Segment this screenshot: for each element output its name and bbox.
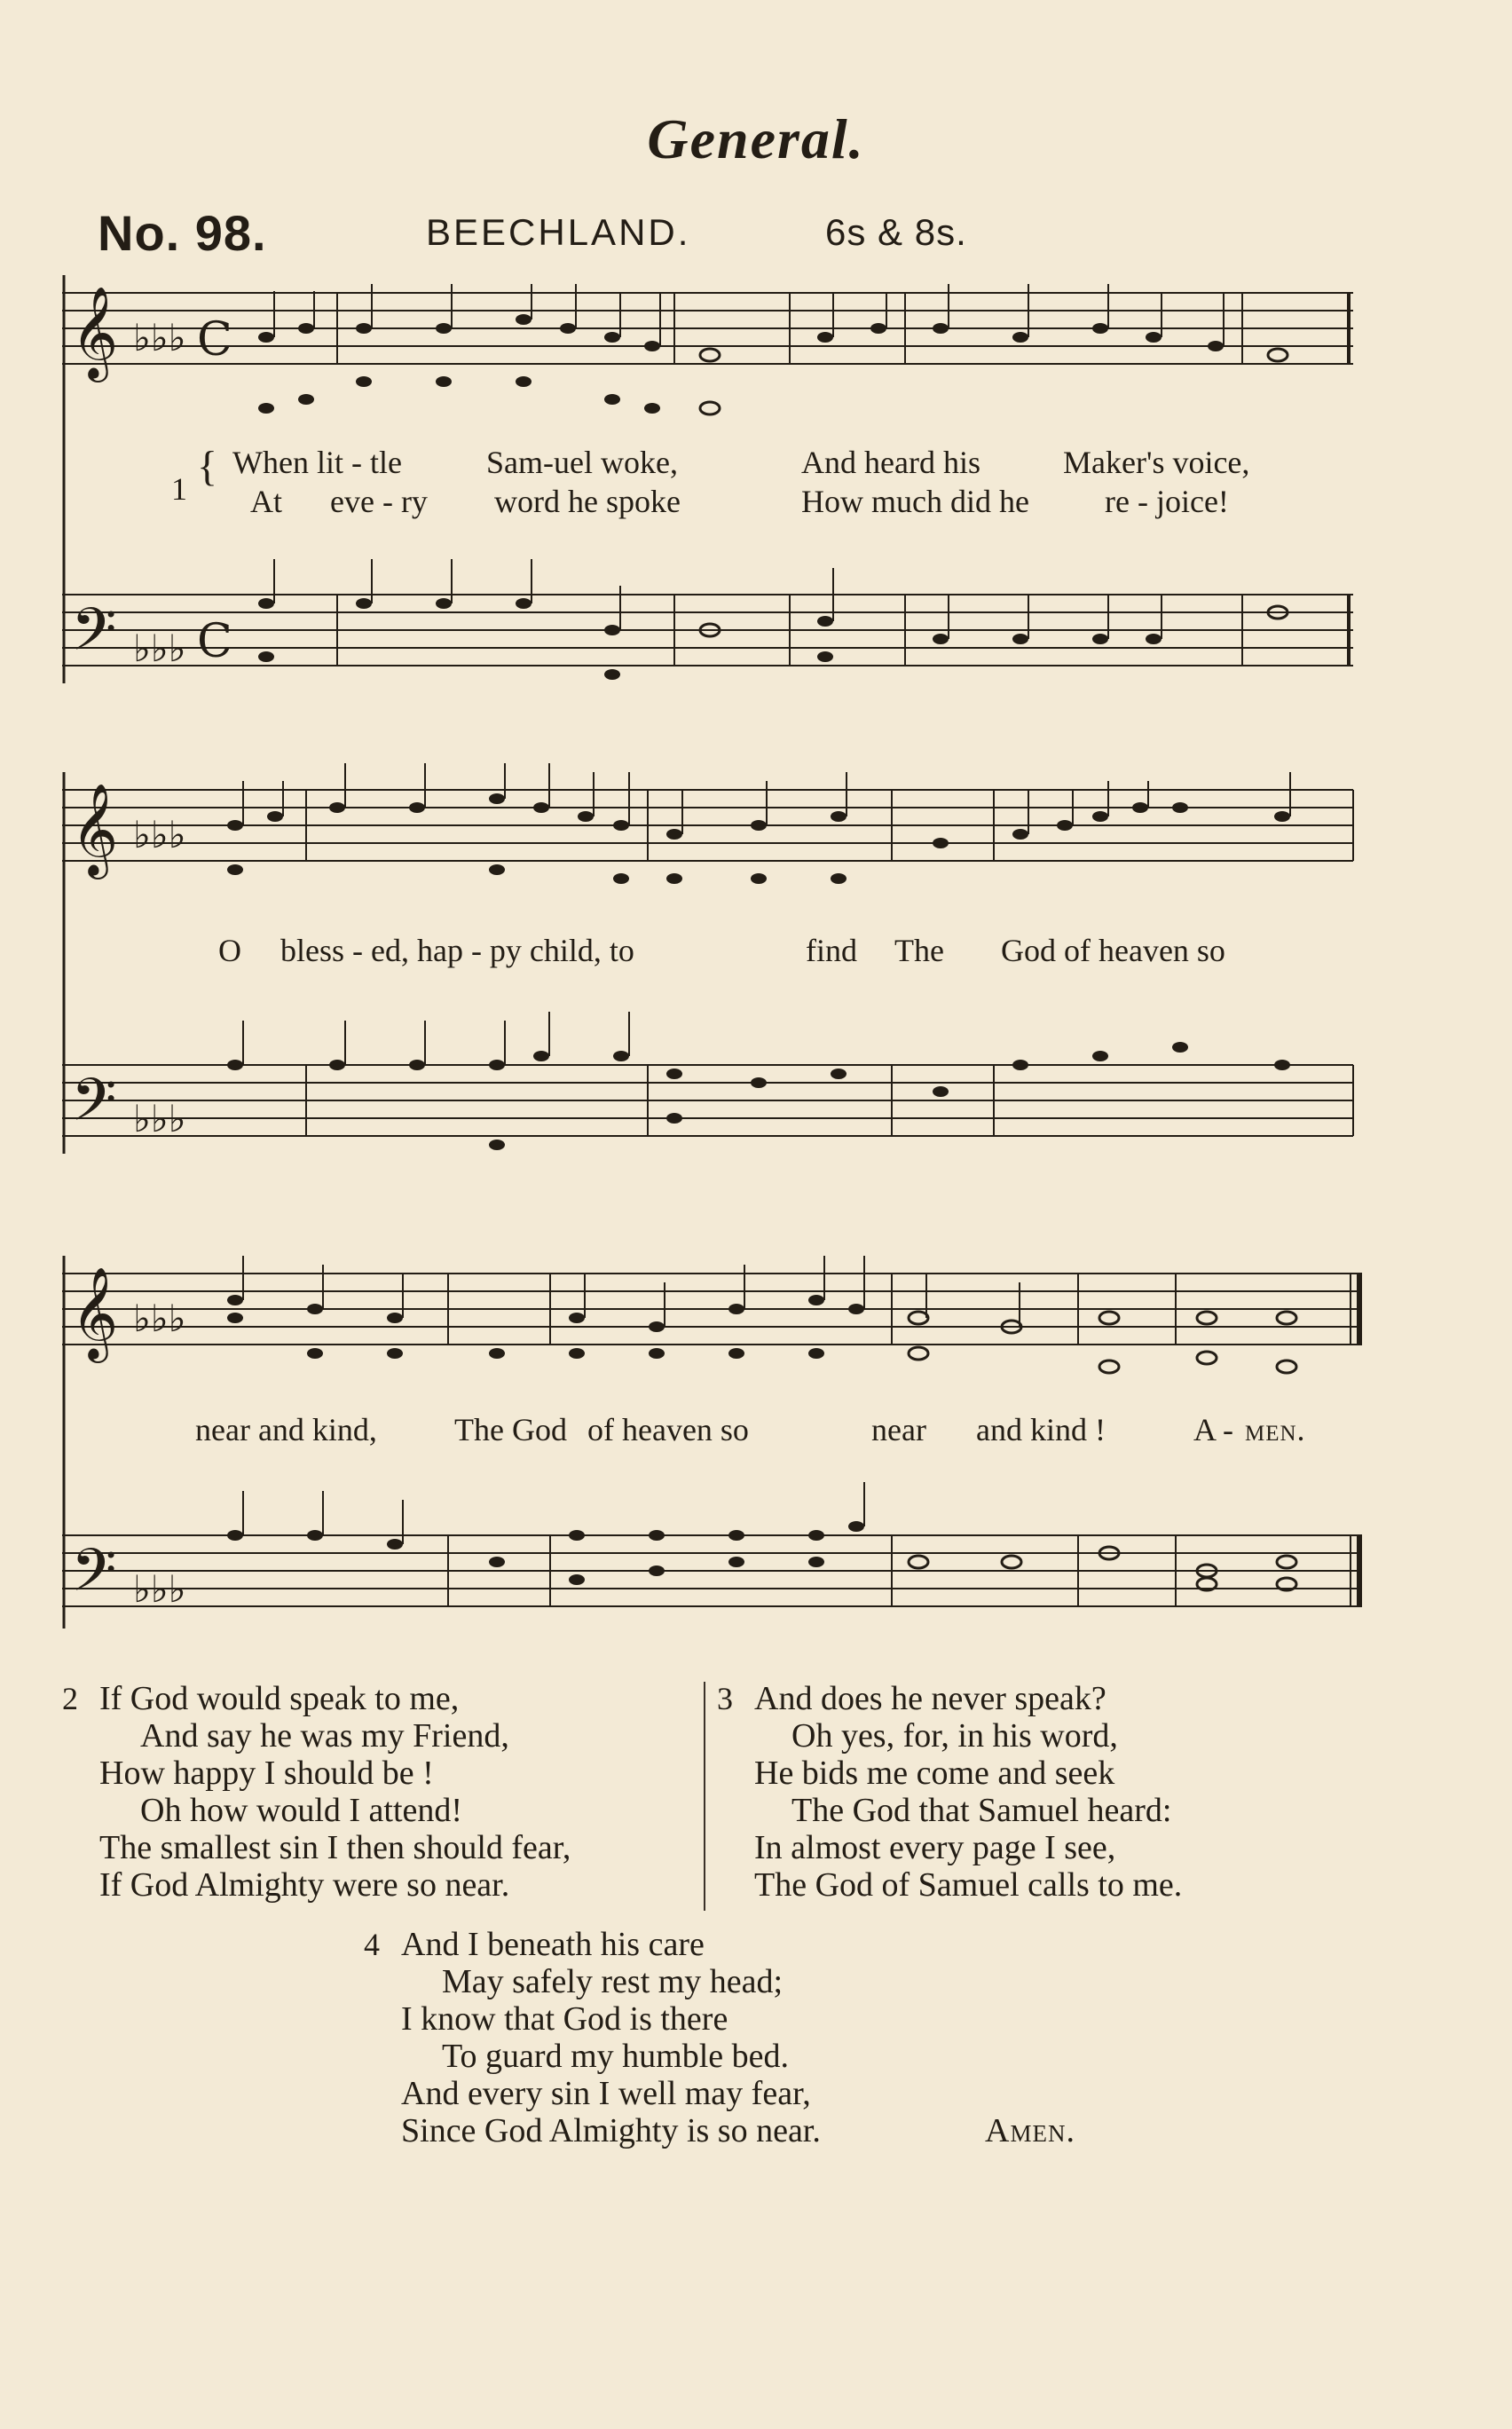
lyric-4-2: The God (454, 1412, 567, 1447)
treble-staff-3 (62, 1274, 1362, 1345)
stanza-3-line-4: The God that Samuel heard: (791, 1792, 1172, 1829)
svg-text:𝄞: 𝄞 (71, 286, 119, 379)
svg-text:♭♭♭: ♭♭♭ (133, 813, 186, 856)
stanza-3-line-6: The God of Samuel calls to me. (754, 1866, 1183, 1904)
lyric-3-5: God of heaven so (1001, 933, 1225, 968)
bass-staff-1 (62, 595, 1353, 666)
svg-text:𝄢: 𝄢 (71, 1066, 117, 1148)
lyric-2-2: eve - ry (330, 484, 428, 519)
bass-notes-1 (258, 598, 1288, 680)
stanza-4-line-5: And every sin I well may fear, (401, 2075, 811, 2112)
stanza-2-line-3: How happy I should be ! (99, 1755, 434, 1792)
lyric-4-6: A - (1193, 1412, 1233, 1447)
lyric-1-4: Maker's voice, (1063, 445, 1250, 480)
stanza-4-line-4: To guard my humble bed. (442, 2038, 789, 2075)
stanza-4-line-3: I know that God is there (401, 2000, 728, 2038)
lyric-2-5: re - joice! (1105, 484, 1229, 519)
svg-text:♭♭♭: ♭♭♭ (133, 1097, 186, 1140)
stanza-3-line-3: He bids me come and seek (754, 1755, 1115, 1792)
lyric-2-4: How much did he (801, 484, 1029, 519)
section-title: General. (647, 107, 865, 170)
treble-staff-2 (62, 790, 1353, 861)
lyric-4-1: near and kind, (195, 1412, 377, 1447)
svg-text:♭♭♭: ♭♭♭ (133, 316, 186, 359)
stanza-3-line-2: Oh yes, for, in his word, (791, 1717, 1118, 1755)
bass-notes-2 (227, 1042, 1290, 1150)
stanza-3-line-1: And does he never speak? (754, 1680, 1106, 1717)
stanza-4-amen: Amen. (985, 2112, 1075, 2149)
lyric-2-3: word he spoke (494, 484, 681, 519)
lyric-3-1: O (218, 933, 241, 968)
lyric-2-1: At (250, 484, 282, 519)
lyric-4-5: and kind ! (976, 1412, 1106, 1447)
stanza-2-line-2: And say he was my Friend, (140, 1717, 509, 1755)
svg-text:𝄢: 𝄢 (71, 595, 117, 678)
lyric-1-2: Sam-uel woke, (486, 445, 678, 480)
lyric-4-4: near (871, 1412, 926, 1447)
stanza-4-line-1: And I beneath his care (401, 1926, 705, 1963)
bass-staff-3 (62, 1535, 1362, 1606)
treble-notes-3 (227, 1295, 1296, 1373)
svg-text:𝄞: 𝄞 (71, 783, 119, 876)
stanza-2-number: 2 (62, 1681, 78, 1716)
brace-open: { (197, 443, 218, 490)
bass-notes-3 (227, 1521, 1296, 1590)
treble-staff-1 (62, 293, 1353, 364)
stanza-divider (704, 1682, 705, 1911)
svg-text:C: C (197, 615, 232, 668)
stanza-4-number: 4 (364, 1927, 380, 1962)
stanza-2-line-5: The smallest sin I then should fear, (99, 1829, 571, 1866)
lyric-3-2: bless - ed, hap - py child, to (280, 933, 634, 968)
lyric-4-7: men. (1245, 1412, 1306, 1447)
hymn-number: No. 98. (98, 205, 267, 261)
tune-name: BEECHLAND. (426, 211, 691, 253)
svg-text:𝄞: 𝄞 (71, 1266, 119, 1360)
stanza-3-number: 3 (717, 1681, 733, 1716)
svg-text:𝄢: 𝄢 (71, 1536, 117, 1619)
lyric-1-1: When lit - tle (232, 445, 402, 480)
stanza-2-line-1: If God would speak to me, (99, 1680, 460, 1717)
svg-text:♭♭♭: ♭♭♭ (133, 627, 186, 670)
lyric-1-3: And heard his (801, 445, 980, 480)
svg-text:♭♭♭: ♭♭♭ (133, 1567, 186, 1611)
lyric-4-3: of heaven so (587, 1412, 749, 1447)
bass-staff-2 (62, 1065, 1353, 1136)
lyric-3-4: The (894, 933, 944, 968)
stanza-2-line-4: Oh how would I attend! (140, 1792, 463, 1829)
music-system-1 (0, 266, 1512, 728)
stanza-2-line-6: If God Almighty were so near. (99, 1866, 510, 1904)
stanza-4-line-6: Since God Almighty is so near. (401, 2112, 821, 2149)
verse-label: 1 (171, 471, 187, 507)
svg-text:♭♭♭: ♭♭♭ (133, 1297, 186, 1340)
svg-text:C: C (197, 313, 232, 367)
lyric-3-3: find (806, 933, 857, 968)
stanza-3-line-5: In almost every page I see, (754, 1829, 1116, 1866)
meter: 6s & 8s. (825, 211, 967, 253)
stanza-4-line-2: May safely rest my head; (442, 1963, 784, 2000)
